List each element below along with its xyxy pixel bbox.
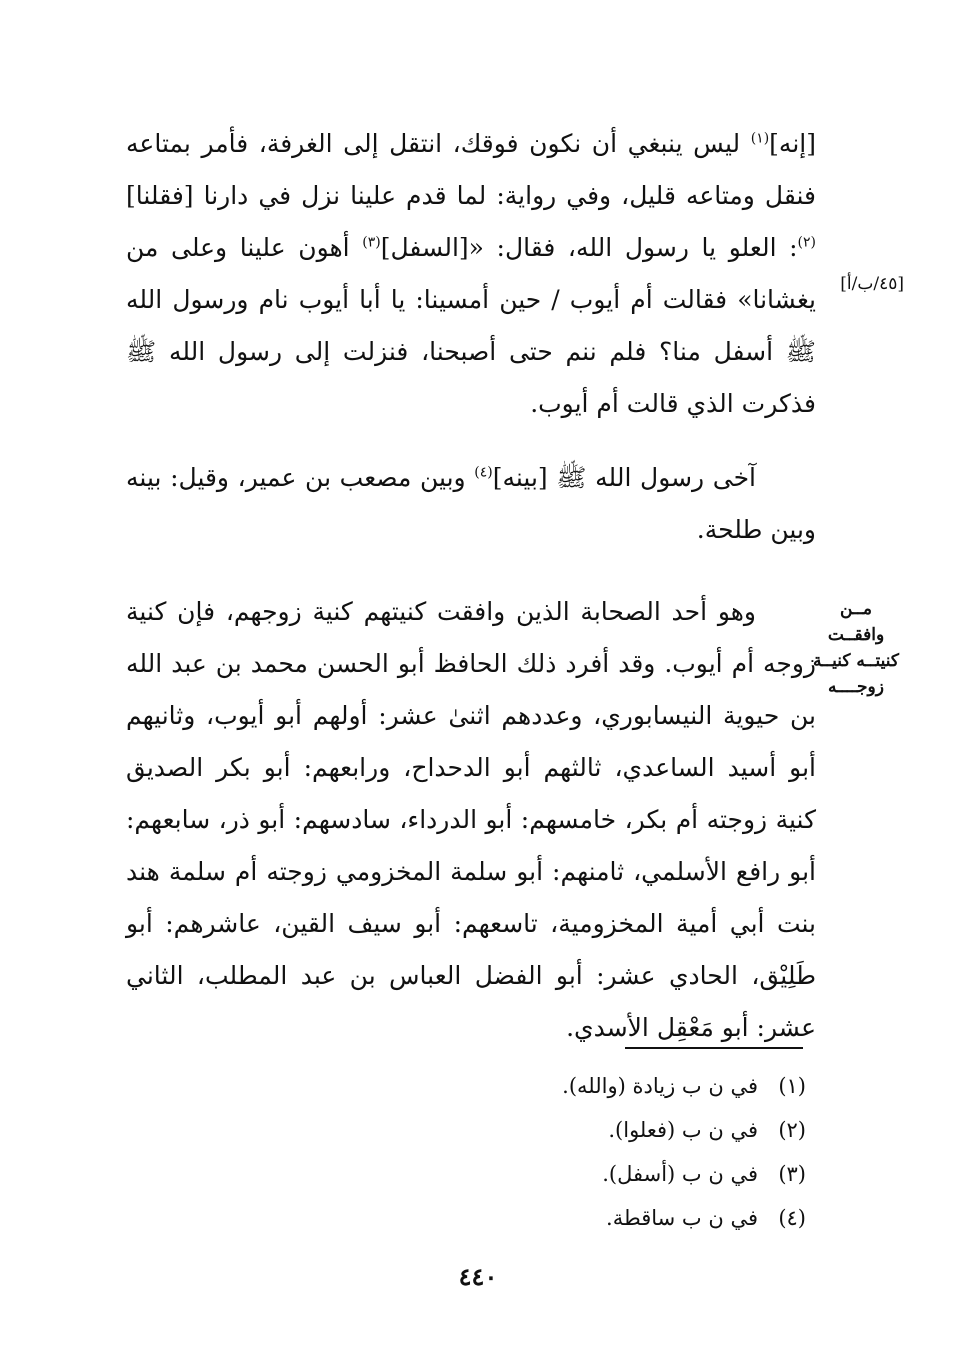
text-run: ليس ينبغي أن نكون فوقك، انتقل إلى الغرفة، فأمر بمتاعه فنقل ومتاعه قليل، وفي رواية: لما قدم علينا نزل في دارنا [فقلنا] <box>126 129 816 210</box>
footnote-2 <box>306 1108 806 1152</box>
footnote-3 <box>306 1152 806 1196</box>
main-text <box>126 118 816 1054</box>
footnote-reference: (١) <box>750 130 770 147</box>
paragraph-2 <box>126 452 816 556</box>
text-run: [إنه] <box>769 129 816 158</box>
footnote-number: (١) <box>778 1074 806 1098</box>
footnote-4 <box>306 1196 806 1240</box>
footnote-text: في ن ب (أسفل). <box>602 1162 758 1186</box>
footnote-reference: (٢) <box>797 234 816 251</box>
text-run: : العلو يا رسول الله، فقال: «[السفل] <box>380 233 798 262</box>
footnotes <box>306 1064 806 1240</box>
page-number: ٤٤٠ <box>458 1262 498 1291</box>
paragraph-3 <box>126 586 816 1054</box>
footnote-1 <box>306 1064 806 1108</box>
footnote-text: في ن ب ساقطة. <box>606 1206 758 1230</box>
footnote-separator <box>625 1047 803 1049</box>
text-run: آخى رسول الله ﷺ [بينه] <box>492 463 756 492</box>
footnote-text: في ن ب (فعلوا). <box>608 1118 758 1142</box>
footnote-text: في ن ب زيادة (والله). <box>562 1074 758 1098</box>
footnote-reference: (٤) <box>474 464 493 481</box>
margin-topic-heading: مــن وافقــت كنيتــه كنيــة زوجــــه <box>813 599 899 697</box>
text-run: أهون علينا وعلى من يغشانا» فقالت أم أيوب / حين أمسينا: يا أبا أيوب نام ورسول الله ﷺ أسفل منا؟ فلم ننم حتى أصبحنا، فنزلت إلى رسول الله ﷺ فذكرت الذي قالت أم أيوب. <box>126 233 816 418</box>
footnote-reference: (٣) <box>362 234 381 251</box>
text-run: وبين مصعب بن عمير، وقيل: بينه وبين طلحة. <box>126 463 816 544</box>
text-run: وهو أحد الصحابة الذين وافقت كنيتهم كنية زوجهم، فإن كنية زوجه أم أيوب. وقد أفرد ذلك الحافظ أبو الحسن محمد بن عبد الله بن حيوية النيسابوري، وعددهم اثنىٰ عشر: أولهم أبو أيوب، وثانيهم أبو أسيد الساعدي، ثالثهم أبو الدحداح، ورابعهم: أبو بكر الصديق كنية زوجته أم بكر، خامسهم: أبو الدرداء، سادسهم: أبو ذر، سابعهم: أبو رافع الأسلمي، ثامنهم: أبو سلمة المخزومي زوجته أم سلمة هند بنت أبي أمية المخزومية، تاسعهم: أبو سيف القين، عاشرهم: أبو طَلِيْق، الحادي عشر: أبو الفضل العباس بن عبد المطلب، الثاني عشر: أبو مَعْقِل الأسدي. <box>126 597 816 1042</box>
footnote-number: (٢) <box>778 1118 806 1142</box>
footnote-number: (٤) <box>778 1206 806 1230</box>
footnote-number: (٣) <box>778 1162 806 1186</box>
margin-folio-reference: [٤٥/ب/أ] <box>840 274 904 294</box>
paragraph-1 <box>126 118 816 430</box>
